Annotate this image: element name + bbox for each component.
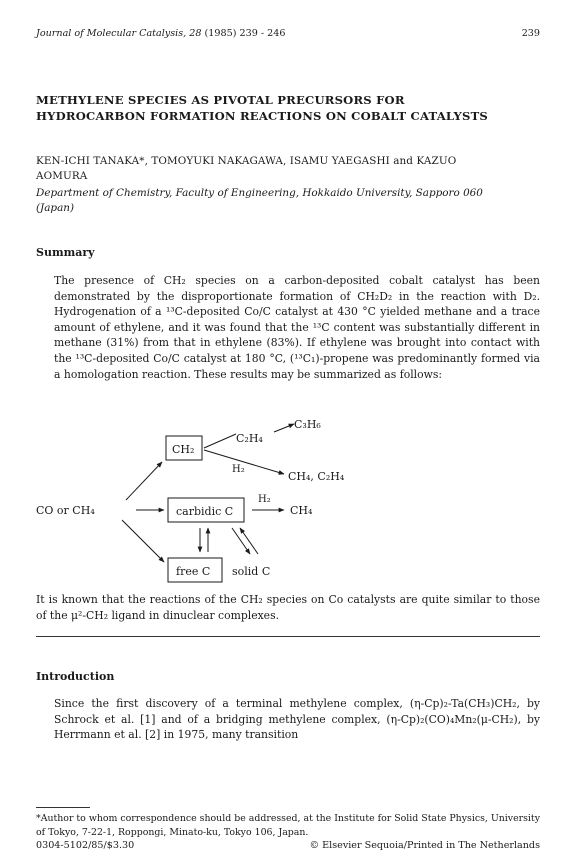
- article-title: [36, 92, 540, 124]
- affiliation-line-2: (Japan): [36, 202, 75, 214]
- arrow-carbidic-to-solid-c: [232, 528, 250, 554]
- introduction-paragraph: Since the first discovery of a terminal methylene complex, (η-Cp)₂-Ta(CH₃)CH₂, by Schrock et al. [1] and of a bridging methylene complex, (η-Cp)₂(CO)₄Mn₂(μ-CH₂), by Herrmann et al. [2] in 1975, many transition: [54, 697, 540, 742]
- running-head: [36, 28, 540, 42]
- label-carbidic: carbidic C: [176, 505, 234, 518]
- reaction-scheme: [36, 420, 540, 588]
- page-footer: [36, 840, 540, 851]
- footnote-rule: [36, 807, 90, 808]
- label-products-upper: CH₄, C₂H₄: [288, 470, 345, 483]
- author-line-1: KEN-ICHI TANAKA*, TOMOYUKI NAKAGAWA, ISAMU YAEGASHI and KAZUO: [36, 155, 457, 167]
- footnote: *Author to whom correspondence should be addressed, at the Institute for Solid State Physics, University of Tokyo, 7-22-1, Roppongi, Minato-ku, Tokyo 106, Japan.: [36, 813, 540, 838]
- page-number: 239: [521, 28, 540, 39]
- title-line-1: METHYLENE SPECIES AS PIVOTAL PRECURSORS FOR: [36, 93, 405, 107]
- arrow-source-to-ch2: [126, 462, 162, 500]
- publisher-notice: © Elsevier Sequoia/Printed in The Netherlands: [309, 840, 540, 851]
- label-ch4-lower: CH₄: [290, 504, 313, 517]
- label-h2-upper: H₂: [232, 464, 245, 475]
- title-line-2: HYDROCARBON FORMATION REACTIONS ON COBALT CATALYSTS: [36, 109, 488, 123]
- introduction-heading: Introduction: [36, 670, 115, 683]
- summary-paragraph: The presence of CH₂ species on a carbon-deposited cobalt catalyst has been demonstrated by the disproportionate formation of CH₂D₂ in the reaction with D₂. Hydrogenation of a ¹³C-deposited Co/C catalyst at 430 °C yielded methane and a trace amount of ethylene, and it was found that the ¹³C content was substantially different in methane (31%) from that in ethylene (83%). If ethylene was brought into contact with the ¹³C-deposited Co/C catalyst at 180 °C, (¹³C₁)-propene was predominantly formed via a homologation reaction. These results may be summarized as follows:: [54, 274, 540, 381]
- label-source: CO or CH₄: [36, 504, 95, 517]
- affiliation: [36, 186, 540, 216]
- arrow-solid-c-to-carbidic: [240, 528, 258, 554]
- label-ch2: CH₂: [172, 443, 195, 456]
- author-line-2: AOMURA: [36, 170, 88, 182]
- line-ch2-to-c2h4: [204, 434, 236, 448]
- label-solid-c: solid C: [232, 565, 271, 578]
- journal-volume: 28: [189, 28, 202, 39]
- summary-closing-paragraph: It is known that the reactions of the CH₂ species on Co catalysts are quite similar to those of the μ²-CH₂ ligand in dinuclear complexes.: [36, 593, 540, 622]
- label-c2h4: C₂H₄: [236, 432, 263, 445]
- section-divider: [36, 636, 540, 637]
- arrow-source-to-free-c: [122, 520, 164, 562]
- summary-heading: Summary: [36, 246, 95, 259]
- label-free-c: free C: [176, 565, 211, 578]
- journal-name: Journal of Molecular Catalysis,: [36, 28, 187, 39]
- article-code: 0304-5102/85/$3.30: [36, 840, 135, 851]
- arrow-to-c3h6: [274, 424, 294, 432]
- label-h2-lower: H₂: [258, 494, 271, 505]
- label-c3h6: C₃H₆: [294, 420, 321, 431]
- author-list: [36, 154, 540, 184]
- journal-year-pages: (1985) 239 - 246: [204, 28, 286, 39]
- affiliation-line-1: Department of Chemistry, Faculty of Engineering, Hokkaido University, Sapporo 060: [36, 187, 483, 199]
